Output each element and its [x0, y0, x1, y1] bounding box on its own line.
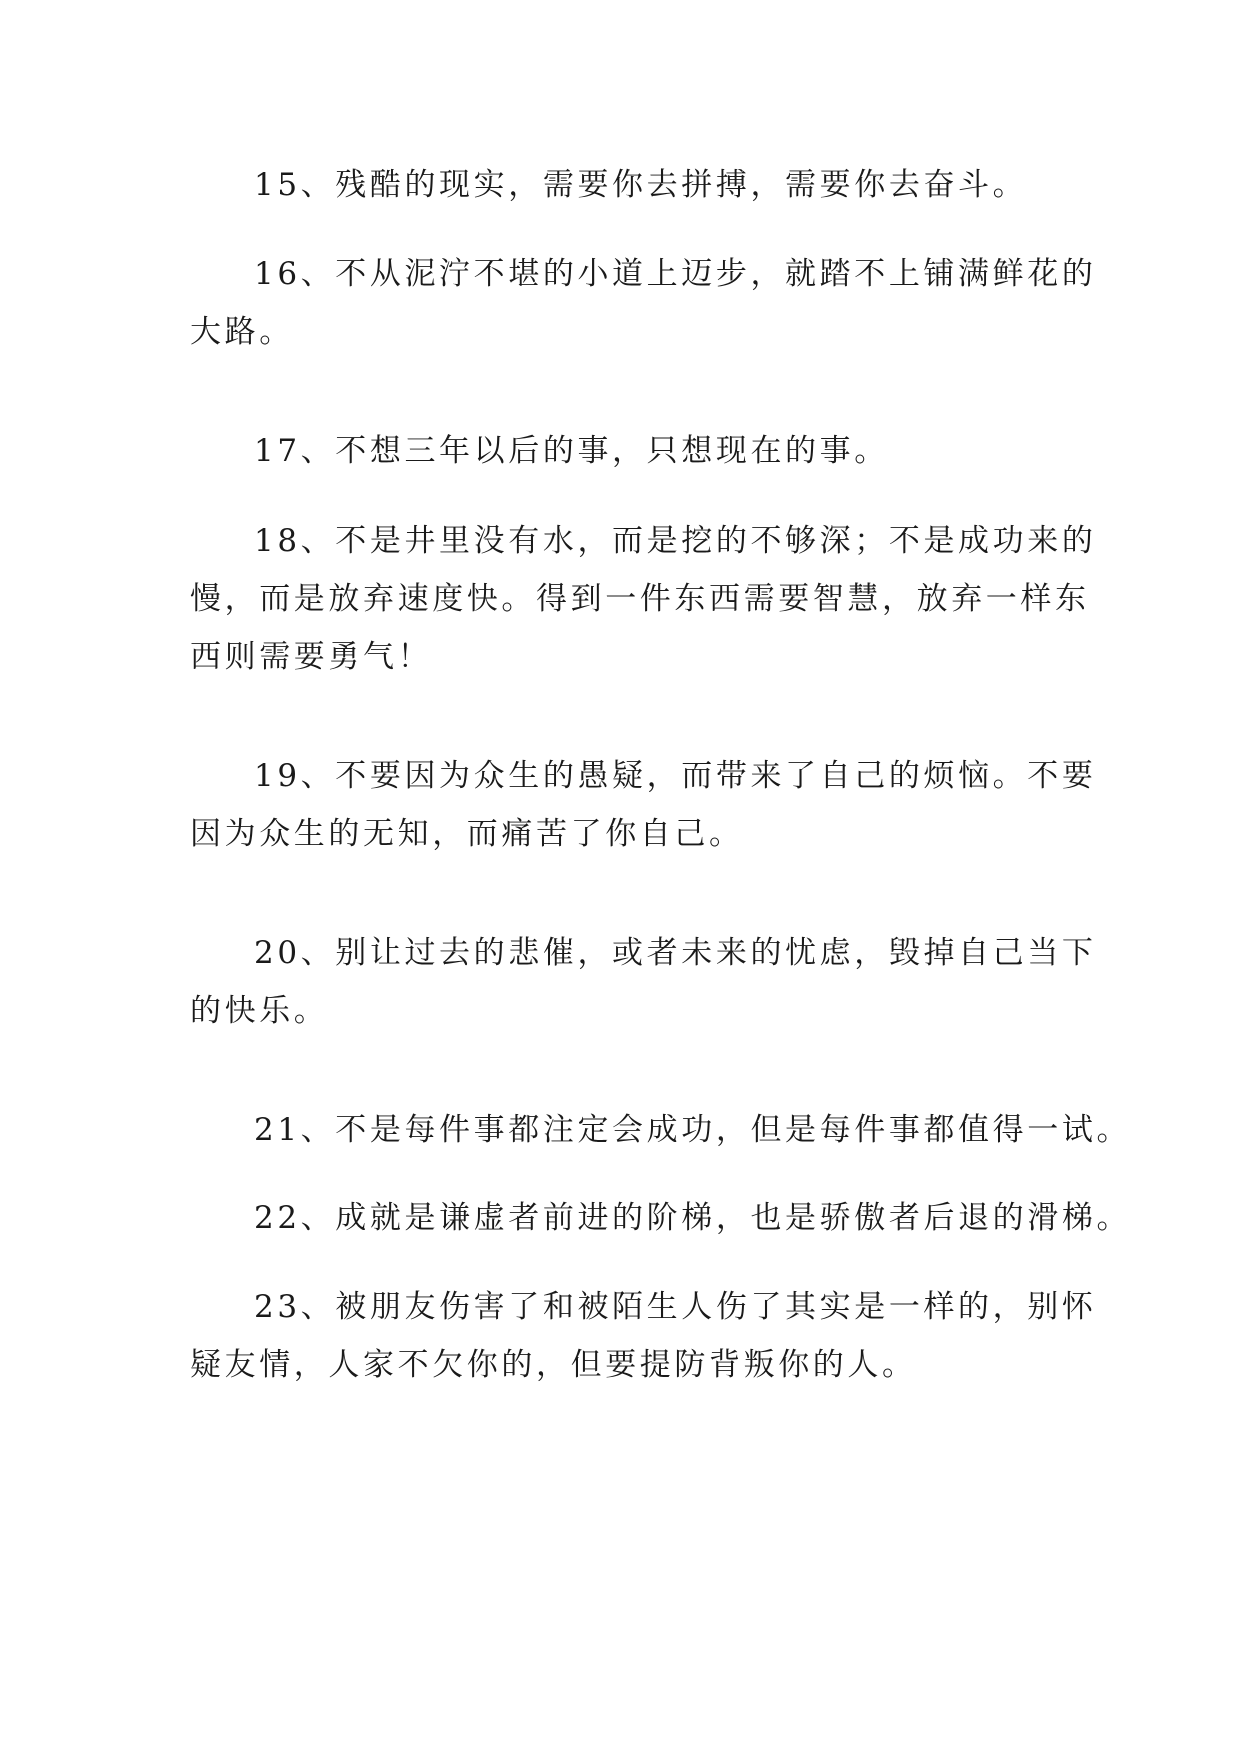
paragraph-21 [190, 1101, 1132, 1159]
paragraph-16 [190, 245, 1097, 361]
paragraph-line: 23、被朋友伤害了和被陌生人伤了其实是一样的，别怀 [254, 1289, 1097, 1325]
paragraph-19 [190, 747, 1097, 863]
paragraph-line: 西则需要勇气！ [190, 639, 433, 675]
paragraph-23 [190, 1278, 1097, 1394]
paragraph-line: 19、不要因为众生的愚疑，而带来了自己的烦恼。不要 [254, 758, 1097, 794]
paragraph-20 [190, 924, 1097, 1040]
paragraph-line: 疑友情，人家不欠你的，但要提防背叛你的人。 [190, 1347, 917, 1383]
paragraph-line: 20、别让过去的悲催，或者未来的忧虑，毁掉自己当下 [254, 935, 1097, 971]
paragraph-17 [190, 422, 1050, 480]
paragraph-line: 的快乐。 [190, 993, 329, 1029]
paragraph-line: 21、不是每件事都注定会成功，但是每件事都值得一试。 [254, 1112, 1132, 1148]
paragraph-line: 17、不想三年以后的事，只想现在的事。 [254, 433, 889, 469]
paragraph-22 [190, 1189, 1132, 1247]
paragraph-18 [190, 512, 1097, 686]
paragraph-15 [190, 156, 1050, 214]
paragraph-line: 大路。 [190, 314, 294, 350]
paragraph-line: 因为众生的无知，而痛苦了你自己。 [190, 816, 744, 852]
paragraph-line: 16、不从泥泞不堪的小道上迈步，就踏不上铺满鲜花的 [254, 256, 1097, 292]
paragraph-line: 18、不是井里没有水，而是挖的不够深；不是成功来的 [254, 523, 1097, 559]
paragraph-line: 22、成就是谦虚者前进的阶梯，也是骄傲者后退的滑梯。 [254, 1200, 1132, 1236]
paragraph-line: 15、残酷的现实，需要你去拼搏，需要你去奋斗。 [254, 167, 1028, 203]
paragraph-line: 慢，而是放弃速度快。得到一件东西需要智慧，放弃一样东 [190, 581, 1090, 617]
